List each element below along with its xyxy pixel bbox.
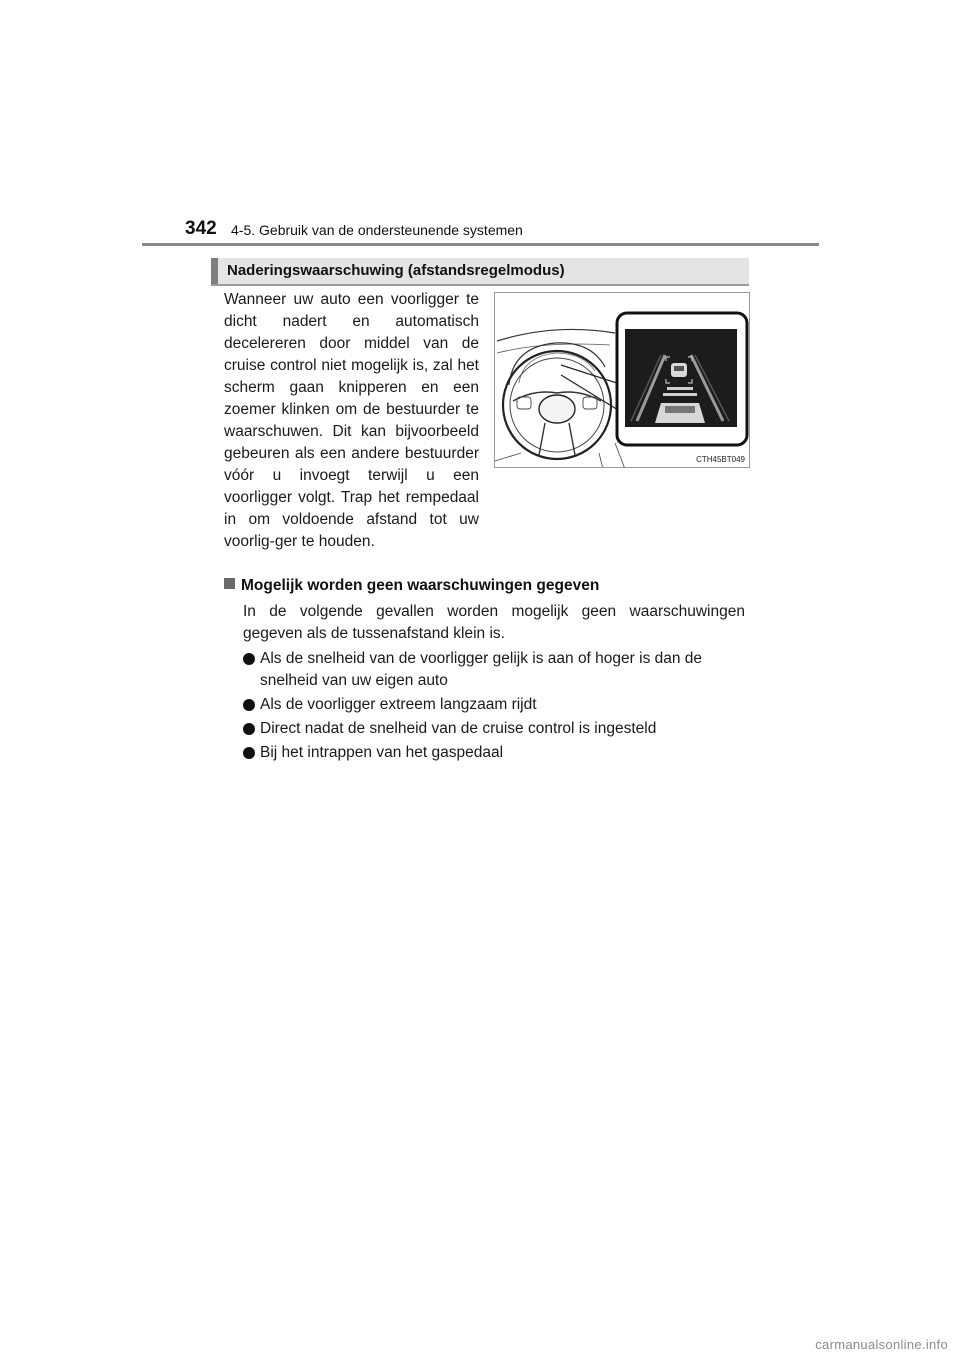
list-item (243, 648, 745, 692)
list-item-text: Bij het intrappen van het gaspedaal (260, 744, 504, 761)
bullet-dot-icon (243, 723, 255, 735)
bullet-dot-icon (243, 747, 255, 759)
list-item-text: Als de snelheid van de voorligger gelijk is aan of hoger is dan de snelheid van uw eigen auto (260, 650, 703, 689)
list-item (243, 718, 745, 740)
list-item (243, 742, 745, 764)
figure-illustration (494, 292, 750, 468)
list-item-text: Als de voorligger extreem langzaam rijdt (260, 696, 537, 713)
steering-wheel-display-icon (495, 293, 750, 468)
bullet-dot-icon (243, 653, 255, 665)
list-item-text: Direct nadat de snelheid van de cruise control is ingesteld (260, 720, 657, 737)
list-item (243, 694, 745, 716)
subsection-heading (224, 577, 599, 595)
subsection-paragraph: In de volgende gevallen worden mogelijk geen waarschuwingen gegeven als de tussenafstand klein is. (243, 603, 745, 642)
page-number: 342 (185, 218, 217, 239)
section-heading: Naderingswaarschuwing (afstandsregelmodus) (211, 258, 749, 284)
subsection-heading-text: Mogelijk worden geen waarschuwingen gegeven (241, 577, 600, 594)
chapter-title: 4-5. Gebruik van de ondersteunende systemen (231, 222, 523, 238)
bullet-dot-icon (243, 699, 255, 711)
condition-list (243, 648, 745, 766)
intro-paragraph: Wanneer uw auto een voorligger te dicht nadert en automatisch decelereren door middel van de cruise control niet mogelijk is, zal het scherm gaan knipperen en een zoemer klinken om de bestuurder te waarschuwen. Dit kan bijvoorbeeld gebeuren als een andere bestuurder vóór u invoegt terwijl u een voorligger volgt. Trap het rempedaal in om voldoende afstand tot uw voorlig-ger te houden. (224, 291, 479, 550)
square-bullet-icon (224, 578, 235, 589)
figure-code: CTH45BT049 (696, 455, 745, 464)
watermark: carmanualsonline.info (815, 1337, 948, 1352)
header-rule (142, 243, 819, 246)
